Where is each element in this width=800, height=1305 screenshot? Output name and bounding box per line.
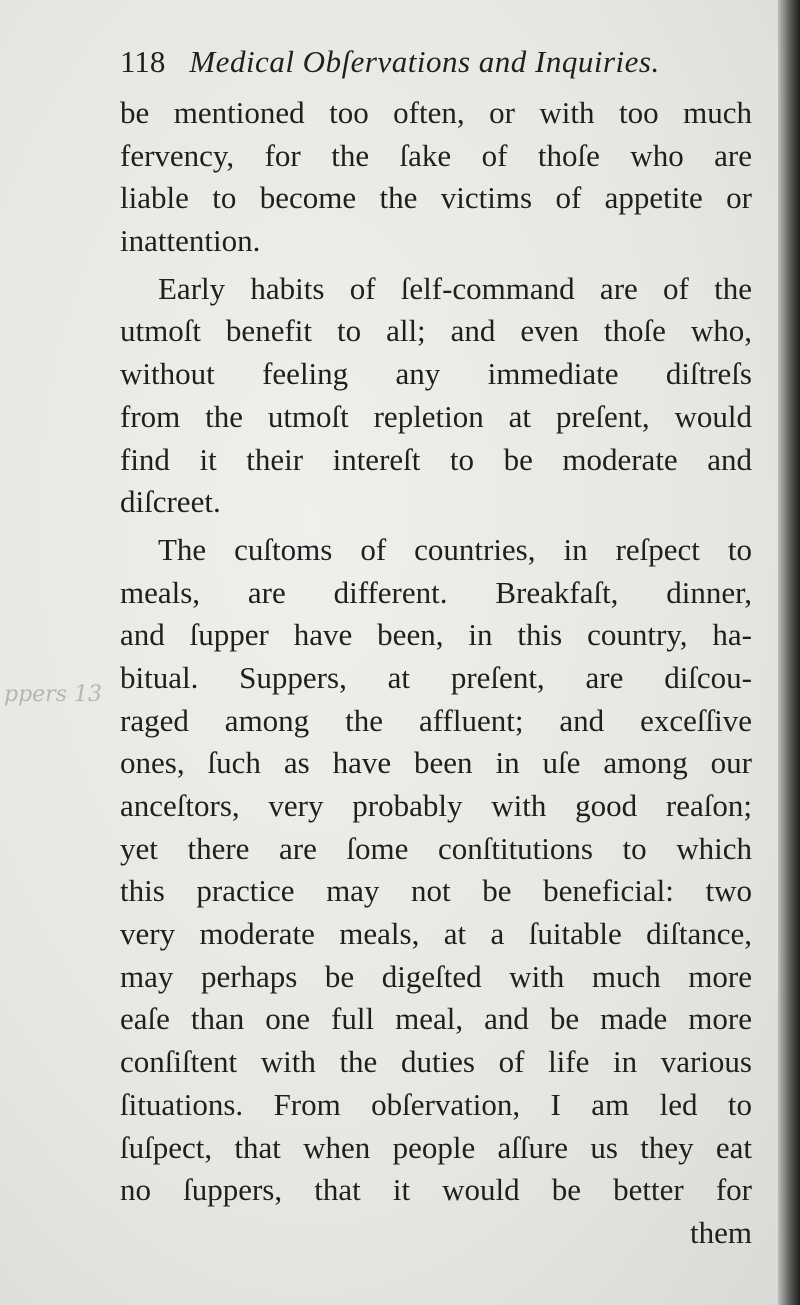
text-line: fervency, for the ſake of thoſe who are [120, 137, 752, 173]
text-line: ones, ſuch as have been in uſe among our [120, 745, 752, 781]
running-head: Medical Obſervations and Inquiries. [189, 44, 660, 79]
text-line: The cuſtoms of countries, in reſpect to [158, 531, 752, 567]
text-line: meals, are different. Breakfaſt, dinner, [120, 574, 752, 610]
text-line: find it their intereſt to be moderate and [120, 441, 752, 477]
margin-note: ppers 13 [4, 682, 102, 707]
text-line: anceſtors, very probably with good reaſon; [120, 788, 752, 823]
text-line: utmoſt benefit to all; and even thoſe who, [120, 313, 752, 349]
paragraph [120, 529, 752, 1212]
text-line: Early habits of ſelf-command are of the [158, 270, 752, 306]
text-line: be mentioned too often, or with too much [120, 95, 752, 130]
text-line: ſituations. From obſervation, I am led to [120, 1086, 752, 1122]
text-line: no ſuppers, that it would be better for [120, 1172, 752, 1208]
page-edge-shadow [778, 0, 800, 1305]
text-line: bitual. Suppers, at preſent, are diſcou- [120, 659, 752, 695]
text-line: liable to become the victims of appetite or [120, 180, 752, 216]
text-line: conſiſtent with the duties of life in various [120, 1044, 752, 1080]
text-line: diſcreet. [120, 484, 221, 520]
text-line: this practice may not be beneficial: two [120, 873, 752, 909]
text-line: ſuſpect, that when people aſſure us they eat [120, 1129, 752, 1165]
text-line: very moderate meals, at a ſuitable diſtance, [120, 916, 752, 952]
text-line: and ſupper have been, in this country, ha- [120, 617, 752, 653]
text-line: from the utmoſt repletion at preſent, would [120, 398, 752, 434]
text-line: inattention. [120, 223, 261, 259]
text-line: may perhaps be digeſted with much more [120, 958, 752, 994]
page-header [120, 40, 752, 92]
paragraph [120, 92, 752, 263]
page-number: 118 [120, 44, 166, 79]
paragraph [120, 268, 752, 524]
body-text [120, 92, 752, 1212]
text-block [120, 40, 752, 1255]
text-line: yet there are ſome conſtitutions to which [120, 830, 752, 866]
catchword: them [690, 1214, 752, 1250]
text-line: eaſe than one full meal, and be made more [120, 1001, 752, 1037]
text-line: without feeling any immediate diſtreſs [120, 356, 752, 392]
text-line: raged among the affluent; and exceſſive [120, 702, 752, 738]
